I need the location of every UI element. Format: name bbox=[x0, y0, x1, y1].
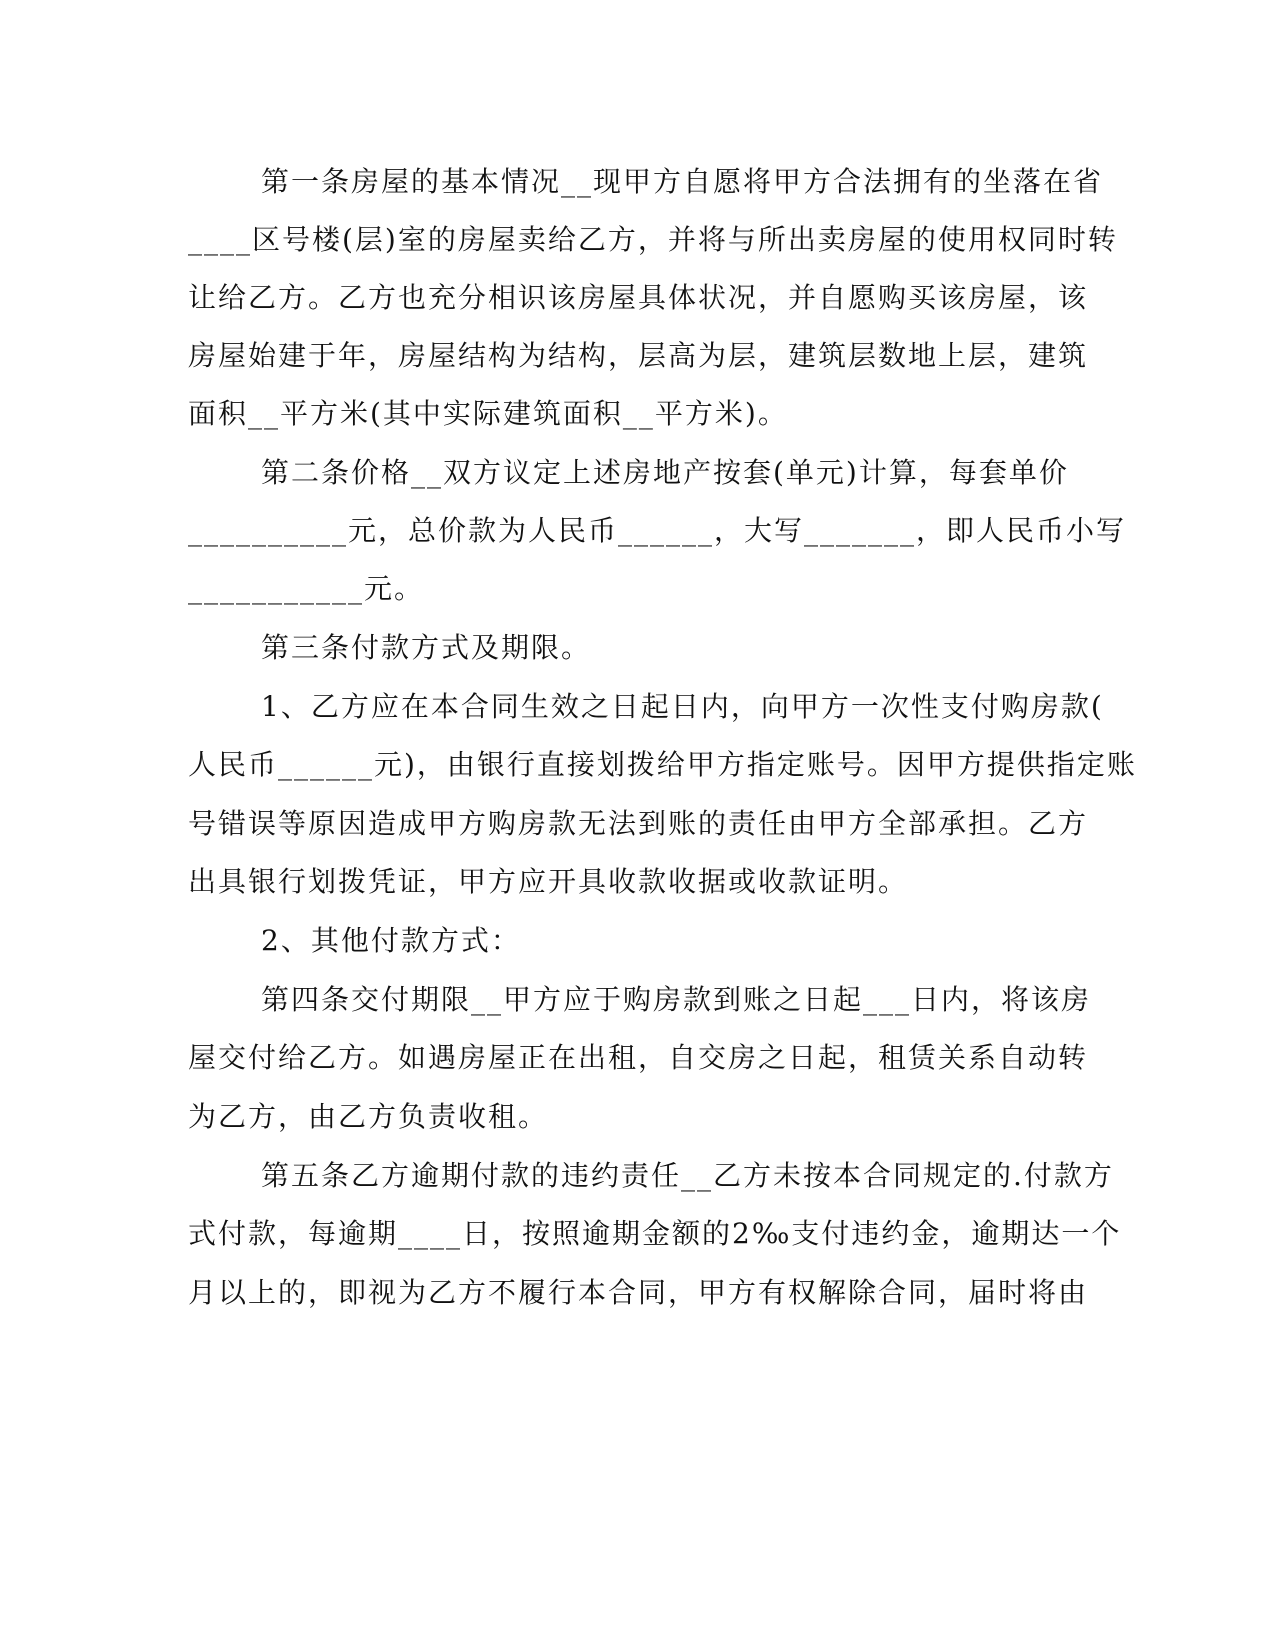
text-line: 第二条价格__双方议定上述房地产按套(单元)计算，每套单价 bbox=[261, 456, 1069, 489]
text-line: __________元，总价款为人民币______，大写_______，即人民币小写 bbox=[188, 514, 1127, 547]
text-line: 面积__平方米(其中实际建筑面积__平方米)。 bbox=[188, 397, 788, 430]
text-line: 人民币______元)，由银行直接划拨给甲方指定账号。因甲方提供指定账 bbox=[188, 748, 1137, 781]
text-line: ____区号楼(层)室的房屋卖给乙方，并将与所出卖房屋的使用权同时转 bbox=[188, 223, 1118, 256]
text-line: 房屋始建于年，房屋结构为结构，层高为层，建筑层数地上层，建筑 bbox=[188, 339, 1089, 372]
text-line: 第五条乙方逾期付款的违约责任__乙方未按本合同规定的.付款方 bbox=[261, 1159, 1114, 1192]
text-line: 出具银行划拨凭证，甲方应开具收款收据或收款证明。 bbox=[188, 865, 909, 898]
text-line: 式付款，每逾期____日，按照逾期金额的2‰支付违约金，逾期达一个 bbox=[188, 1217, 1122, 1250]
text-line: 2、其他付款方式： bbox=[261, 924, 521, 957]
text-line: 第三条付款方式及期限。 bbox=[261, 631, 592, 664]
text-line: 第一条房屋的基本情况__现甲方自愿将甲方合法拥有的坐落在省 bbox=[261, 165, 1104, 198]
text-line: 1、乙方应在本合同生效之日起日内，向甲方一次性支付购房款( bbox=[261, 690, 1104, 723]
text-line: 让给乙方。乙方也充分相识该房屋具体状况，并自愿购买该房屋，该 bbox=[188, 281, 1089, 314]
text-line: 号错误等原因造成甲方购房款无法到账的责任由甲方全部承担。乙方 bbox=[188, 807, 1089, 840]
text-line: ___________元。 bbox=[188, 572, 425, 605]
text-line: 月以上的，即视为乙方不履行本合同，甲方有权解除合同，届时将由 bbox=[188, 1276, 1089, 1309]
text-line: 第四条交付期限__甲方应于购房款到账之日起___日内，将该房 bbox=[261, 983, 1092, 1016]
text-line: 为乙方，由乙方负责收租。 bbox=[188, 1100, 549, 1133]
text-line: 屋交付给乙方。如遇房屋正在出租，自交房之日起，租赁关系自动转 bbox=[188, 1041, 1089, 1074]
